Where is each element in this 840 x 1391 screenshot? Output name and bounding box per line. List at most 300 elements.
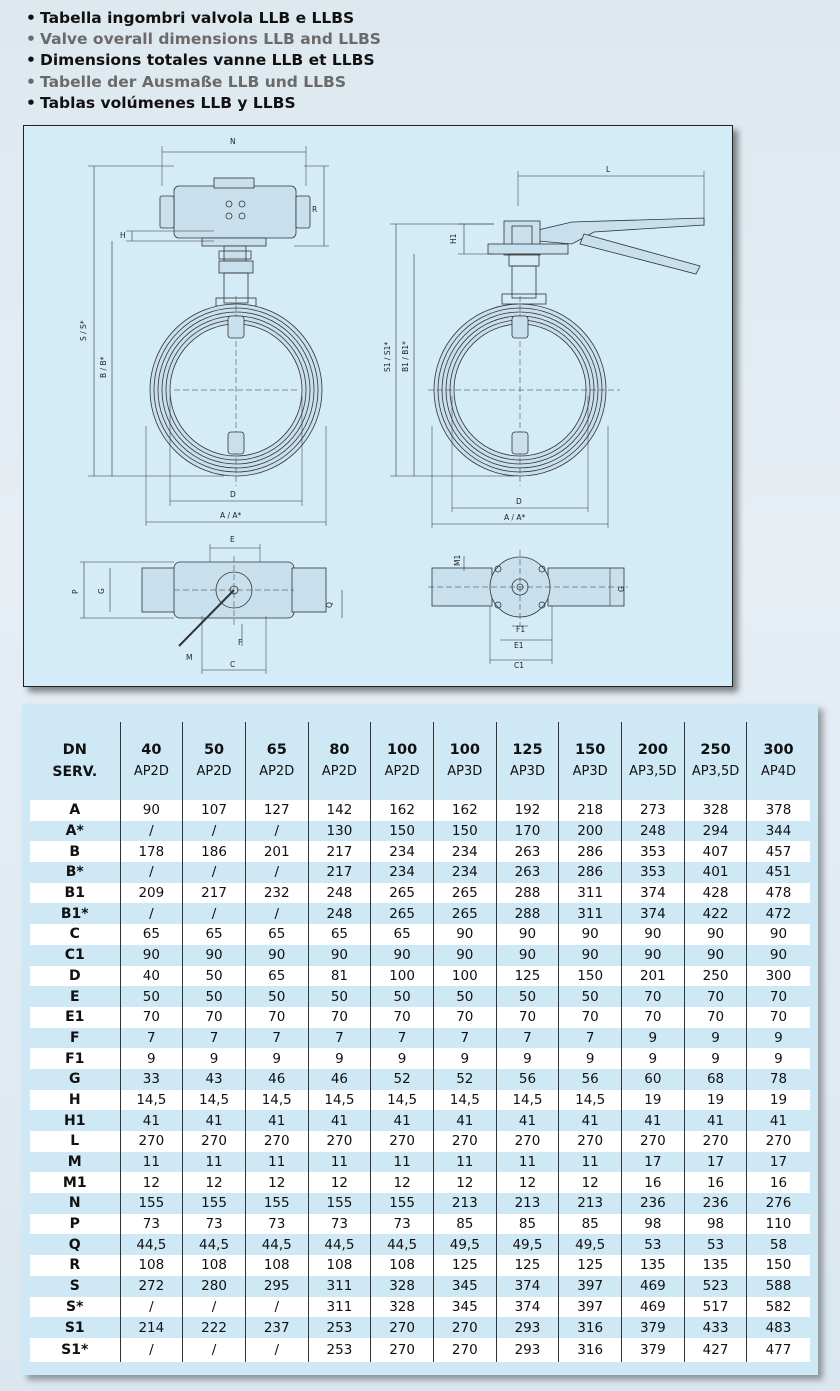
row-label: Q [30,1234,120,1255]
table-cell: 73 [120,1214,183,1235]
table-cell: 250 [684,966,747,987]
table-cell: 155 [120,1193,183,1214]
table-cell: 53 [622,1234,685,1255]
table-cell: 90 [371,945,434,966]
table-cell: 49,5 [433,1234,496,1255]
column-dn: 100 [386,742,418,758]
label-b: B / B* [99,356,108,378]
table-cell: 90 [183,945,246,966]
table-cell: 70 [747,986,810,1007]
table-cell: 53 [684,1234,747,1255]
table-cell: 9 [496,1048,559,1069]
label-s1: S1 / S1* [383,341,392,372]
table-cell: 236 [684,1193,747,1214]
table-cell: 374 [622,903,685,924]
label-f: F [238,638,243,647]
table-cell: 201 [245,841,308,862]
row-label: D [30,966,120,987]
table-cell: 517 [684,1297,747,1318]
table-row [30,1131,810,1152]
dimensions-table [30,722,810,1362]
table-row [30,1317,810,1338]
table-cell: 316 [559,1317,622,1338]
table-cell: 11 [245,1152,308,1173]
column-serv: AP3,5D [629,764,677,779]
column-header [371,722,434,800]
table-cell: 234 [371,841,434,862]
table-cell: 108 [183,1255,246,1276]
table-cell: 248 [308,883,371,904]
table-cell: 65 [120,924,183,945]
table-cell: 14,5 [183,1090,246,1111]
table-cell: 70 [622,986,685,1007]
table-cell: 11 [183,1152,246,1173]
table-cell: 201 [622,966,685,987]
column-dn: 50 [203,742,225,758]
table-cell: 288 [496,903,559,924]
table-cell: 41 [308,1110,371,1131]
table-cell: 217 [308,841,371,862]
table-cell: 11 [433,1152,496,1173]
label-n: N [230,137,236,146]
table-cell: 234 [433,862,496,883]
column-header [684,722,747,800]
label-s: S / S* [79,320,88,341]
table-cell: 265 [433,883,496,904]
table-cell: 263 [496,862,559,883]
row-label: M1 [30,1172,120,1193]
table-cell: 73 [183,1214,246,1235]
table-cell: 90 [622,945,685,966]
table-cell: 65 [245,924,308,945]
table-row [30,1214,810,1235]
row-label: H1 [30,1110,120,1131]
table-cell: 14,5 [433,1090,496,1111]
column-header [120,722,183,800]
table-cell: 9 [245,1048,308,1069]
table-cell: 58 [747,1234,810,1255]
table-cell: 265 [371,883,434,904]
table-cell: 374 [496,1297,559,1318]
table-cell: 374 [622,883,685,904]
table-cell: 311 [559,883,622,904]
table-cell: 68 [684,1069,747,1090]
table-cell: 107 [183,800,246,821]
table-cell: 41 [684,1110,747,1131]
row-label: F1 [30,1048,120,1069]
table-cell: / [183,862,246,883]
table-cell: 60 [622,1069,685,1090]
dimensions-table-panel [22,704,818,1375]
table-cell: 90 [684,945,747,966]
table-cell: 588 [747,1276,810,1297]
table-cell: 270 [496,1131,559,1152]
table-cell: 7 [433,1028,496,1049]
table-cell: 12 [183,1172,246,1193]
label-d-left: D [230,490,236,499]
label-h: H [120,231,126,240]
table-cell: 50 [245,986,308,1007]
table-cell: 273 [622,800,685,821]
top-view-actuated [80,544,342,674]
label-e: E [230,535,235,544]
table-cell: 237 [245,1317,308,1338]
label-p: P [71,589,80,594]
column-serv: AP2D [259,764,295,779]
table-cell: 52 [433,1069,496,1090]
table-cell: 253 [308,1317,371,1338]
table-cell: 90 [747,924,810,945]
table-cell: 345 [433,1297,496,1318]
table-cell: 300 [747,966,810,987]
label-q: Q [325,602,334,608]
row-label: G [30,1069,120,1090]
table-cell: 16 [622,1172,685,1193]
table-cell: 90 [245,945,308,966]
table-cell: 11 [308,1152,371,1173]
table-cell: 469 [622,1297,685,1318]
table-cell: 397 [559,1297,622,1318]
table-cell: 213 [433,1193,496,1214]
table-cell: 7 [183,1028,246,1049]
table-cell: 41 [496,1110,559,1131]
table-cell: 50 [496,986,559,1007]
table-cell: 9 [622,1028,685,1049]
column-header [245,722,308,800]
table-cell: 232 [245,883,308,904]
table-cell: 90 [559,945,622,966]
table-cell: 155 [245,1193,308,1214]
table-cell: 236 [622,1193,685,1214]
table-cell: 43 [183,1069,246,1090]
table-cell: 12 [559,1172,622,1193]
column-serv: AP2D [133,764,169,779]
table-cell: 44,5 [308,1234,371,1255]
table-cell: 7 [496,1028,559,1049]
table-cell: 125 [433,1255,496,1276]
table-cell: 50 [371,986,434,1007]
table-cell: 70 [245,1007,308,1028]
table-cell: 270 [371,1338,434,1362]
table-cell: 286 [559,841,622,862]
table-cell: 17 [747,1152,810,1173]
label-g-left: G [97,588,106,594]
table-cell: 98 [684,1214,747,1235]
table-cell: 90 [120,945,183,966]
row-label: S1* [30,1338,120,1362]
row-label: S* [30,1297,120,1318]
table-cell: 78 [747,1069,810,1090]
table-cell: 70 [371,1007,434,1028]
table-cell: 70 [684,986,747,1007]
row-label: A* [30,821,120,842]
table-cell: 65 [371,924,434,945]
column-header [622,722,685,800]
row-label: B1* [30,903,120,924]
row-label: N [30,1193,120,1214]
table-cell: 294 [684,821,747,842]
table-cell: 397 [559,1276,622,1297]
table-row [30,883,810,904]
table-cell: 108 [371,1255,434,1276]
table-cell: 14,5 [308,1090,371,1111]
row-label: E [30,986,120,1007]
label-a-left: A / A* [220,511,242,520]
table-cell: 49,5 [496,1234,559,1255]
table-cell: 150 [371,821,434,842]
table-cell: 272 [120,1276,183,1297]
table-cell: / [245,903,308,924]
table-cell: 108 [245,1255,308,1276]
table-cell: 155 [371,1193,434,1214]
table-cell: / [120,1297,183,1318]
table-cell: 41 [183,1110,246,1131]
table-cell: 56 [496,1069,559,1090]
row-label: C [30,924,120,945]
table-cell: 353 [622,862,685,883]
table-cell: 311 [308,1276,371,1297]
table-cell: 12 [371,1172,434,1193]
table-row [30,821,810,842]
table-cell: 155 [183,1193,246,1214]
column-dn: 125 [512,742,543,758]
table-cell: 422 [684,903,747,924]
table-cell: 7 [120,1028,183,1049]
table-cell: 125 [496,966,559,987]
column-serv: AP4D [760,764,796,779]
table-cell: 56 [559,1069,622,1090]
table-cell: / [183,1297,246,1318]
table-cell: 265 [371,903,434,924]
column-dn: 65 [266,742,287,758]
table-cell: 428 [684,883,747,904]
title-french: • Dimensions totales vanne LLB et LLBS [26,51,375,70]
table-cell: 178 [120,841,183,862]
row-label: M [30,1152,120,1173]
table-header-row [30,722,810,800]
table-cell: 41 [559,1110,622,1131]
table-cell: 100 [433,966,496,987]
label-d-right: D [516,497,522,506]
table-cell: 90 [496,945,559,966]
table-cell: 49,5 [559,1234,622,1255]
table-cell: / [120,862,183,883]
table-cell: / [245,862,308,883]
table-cell: 9 [433,1048,496,1069]
table-cell: 44,5 [120,1234,183,1255]
table-cell: / [183,903,246,924]
label-b1: B1 / B1* [401,341,410,372]
table-cell: 70 [120,1007,183,1028]
column-dn: 150 [575,742,606,758]
table-cell: 110 [747,1214,810,1235]
column-serv: AP3D [572,764,608,779]
table-cell: 70 [308,1007,371,1028]
table-cell: 270 [433,1317,496,1338]
row-label: R [30,1255,120,1276]
column-dn: 40 [141,742,162,758]
table-cell: 401 [684,862,747,883]
table-cell: 9 [622,1048,685,1069]
table-cell: / [183,821,246,842]
table-cell: 155 [308,1193,371,1214]
table-cell: 427 [684,1338,747,1362]
table-cell: 135 [622,1255,685,1276]
table-row [30,924,810,945]
label-e1: E1 [514,641,524,650]
table-cell: 316 [559,1338,622,1362]
column-serv: AP3,5D [691,764,740,779]
table-cell: 33 [120,1069,183,1090]
table-cell: 100 [371,966,434,987]
table-cell: 9 [308,1048,371,1069]
table-cell: 41 [120,1110,183,1131]
table-cell: 14,5 [120,1090,183,1111]
table-cell: 192 [496,800,559,821]
table-row [30,903,810,924]
table-cell: 270 [308,1131,371,1152]
table-cell: 14,5 [559,1090,622,1111]
table-cell: 265 [433,903,496,924]
table-cell: 270 [622,1131,685,1152]
title-english: • Valve overall dimensions LLB and LLBS [26,30,381,49]
table-cell: 150 [747,1255,810,1276]
dn-label: DN [62,742,87,758]
table-row [30,945,810,966]
table-cell: 50 [183,966,246,987]
table-cell: 234 [433,841,496,862]
label-r: R [312,205,318,214]
table-cell: 9 [684,1028,747,1049]
table-cell: 19 [622,1090,685,1111]
table-cell: / [120,821,183,842]
table-cell: 270 [747,1131,810,1152]
row-label: P [30,1214,120,1235]
table-cell: 12 [120,1172,183,1193]
table-row [30,1152,810,1173]
column-dn: 100 [449,742,480,758]
table-cell: 81 [308,966,371,987]
table-row [30,1255,810,1276]
valve-drawing [24,126,732,686]
front-view-actuated [88,146,329,526]
row-label: A [30,800,120,821]
column-header [747,722,810,800]
table-cell: 328 [371,1297,434,1318]
label-m: M [186,653,193,662]
table-cell: 16 [684,1172,747,1193]
table-cell: 11 [559,1152,622,1173]
table-cell: 14,5 [496,1090,559,1111]
table-cell: 328 [371,1276,434,1297]
table-cell: 270 [183,1131,246,1152]
column-dn: 250 [700,742,731,758]
label-a-right: A / A* [504,513,526,522]
table-cell: 469 [622,1276,685,1297]
row-label: S [30,1276,120,1297]
table-cell: 213 [496,1193,559,1214]
table-row [30,1234,810,1255]
table-cell: 12 [245,1172,308,1193]
column-header [559,722,622,800]
table-cell: 41 [433,1110,496,1131]
table-cell: 374 [496,1276,559,1297]
table-cell: 11 [120,1152,183,1173]
label-m1: M1 [453,554,462,566]
table-cell: 90 [433,945,496,966]
table-cell: 44,5 [245,1234,308,1255]
table-cell: 50 [120,986,183,1007]
table-cell: 46 [308,1069,371,1090]
table-cell: 11 [371,1152,434,1173]
table-cell: 9 [183,1048,246,1069]
table-cell: 70 [747,1007,810,1028]
table-cell: 7 [559,1028,622,1049]
table-cell: 472 [747,903,810,924]
table-cell: 70 [496,1007,559,1028]
row-label: B1 [30,883,120,904]
table-cell: / [245,1297,308,1318]
table-cell: 50 [559,986,622,1007]
table-cell: 150 [433,821,496,842]
row-label: C1 [30,945,120,966]
table-cell: 14,5 [371,1090,434,1111]
table-cell: 222 [183,1317,246,1338]
column-header [433,722,496,800]
table-cell: 379 [622,1338,685,1362]
table-row [30,1297,810,1318]
table-cell: 50 [433,986,496,1007]
table-cell: 70 [433,1007,496,1028]
table-cell: 85 [559,1214,622,1235]
table-row [30,1090,810,1111]
table-cell: 478 [747,883,810,904]
table-cell: 353 [622,841,685,862]
table-cell: 200 [559,821,622,842]
table-row [30,1048,810,1069]
table-cell: 9 [747,1028,810,1049]
title-spanish: • Tablas volúmenes LLB y LLBS [26,93,296,112]
table-cell: 108 [308,1255,371,1276]
table-cell: 263 [496,841,559,862]
table-cell: 276 [747,1193,810,1214]
table-cell: 65 [245,966,308,987]
table-cell: 90 [120,800,183,821]
table-cell: 17 [622,1152,685,1173]
row-label: S1 [30,1317,120,1338]
table-cell: 90 [308,945,371,966]
table-cell: 457 [747,841,810,862]
table-cell: 90 [747,945,810,966]
column-serv: AP3D [447,764,483,779]
table-cell: 407 [684,841,747,862]
table-cell: 293 [496,1338,559,1362]
table-cell: 213 [559,1193,622,1214]
table-cell: 270 [120,1131,183,1152]
table-cell: 483 [747,1317,810,1338]
table-cell: 311 [308,1297,371,1318]
table-cell: 11 [496,1152,559,1173]
table-cell: 270 [245,1131,308,1152]
table-cell: 70 [183,1007,246,1028]
table-row [30,1338,810,1362]
table-cell: 9 [559,1048,622,1069]
table-cell: 19 [747,1090,810,1111]
table-cell: 12 [308,1172,371,1193]
table-row [30,1028,810,1049]
column-serv: AP3D [509,764,545,779]
table-cell: 142 [308,800,371,821]
